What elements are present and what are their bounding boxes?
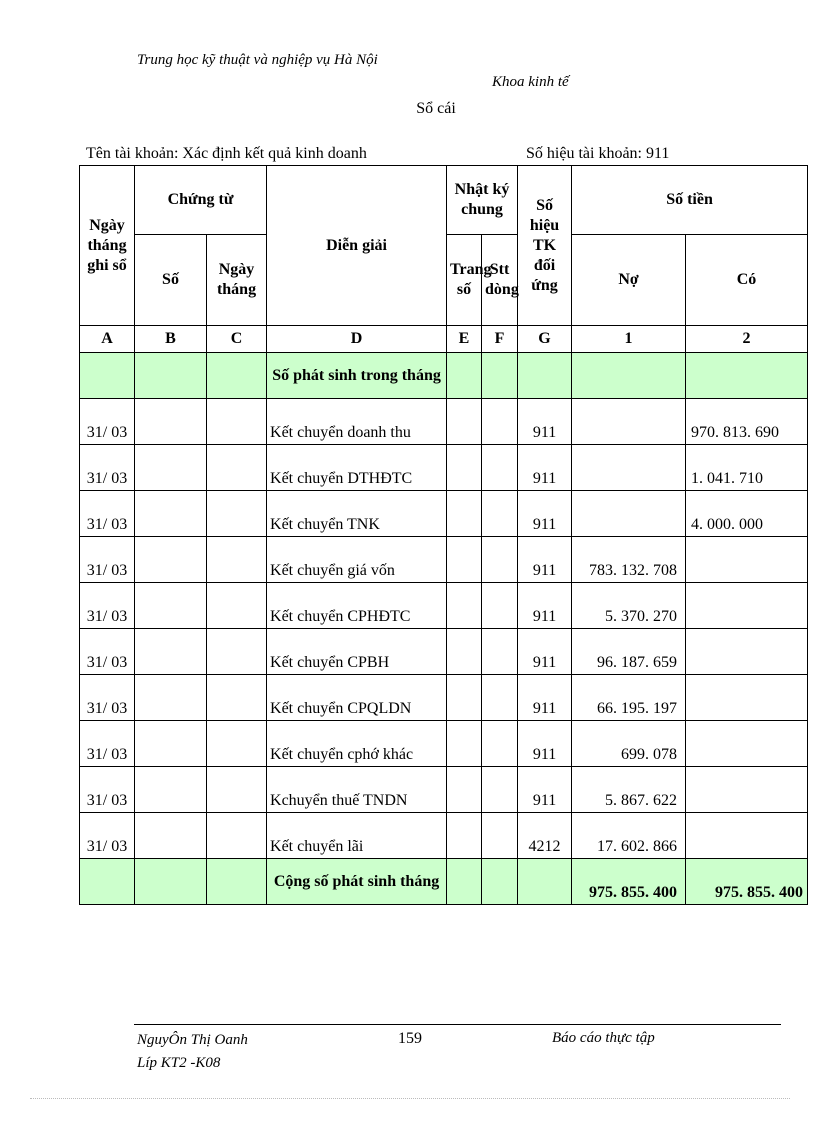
cell-debit: 5. 867. 622	[572, 767, 686, 813]
cell-credit	[686, 629, 808, 675]
cell-description: Kchuyển thuế TNDN	[267, 767, 447, 813]
table-row	[80, 491, 808, 537]
cell-voucher-date	[207, 767, 267, 813]
cell-page	[447, 583, 482, 629]
cell-credit	[686, 675, 808, 721]
table-row	[80, 445, 808, 491]
table-row	[80, 629, 808, 675]
cell-description: Kết chuyển lãi	[267, 813, 447, 859]
table-row	[80, 583, 808, 629]
col-header-voucher: Chứng từ	[135, 166, 267, 235]
cell-description: Kết chuyển CPQLDN	[267, 675, 447, 721]
col-header-general-journal: Nhật ký chung	[447, 166, 518, 235]
cell-date: 31/ 03	[80, 813, 135, 859]
col-letter: C	[207, 326, 267, 353]
cell-description: Kết chuyển CPHĐTC	[267, 583, 447, 629]
cell-description: Kết chuyển doanh thu	[267, 399, 447, 445]
col-header-counter-account: Số hiệu TK đối ứng	[518, 166, 572, 326]
cell-debit: 783. 132. 708	[572, 537, 686, 583]
account-name: Tên tài khoản: Xác định kết quả kinh doanh	[86, 145, 367, 162]
cell-voucher-number	[135, 445, 207, 491]
footer-divider	[134, 1024, 781, 1025]
col-header-voucher-date: Ngày tháng	[207, 235, 267, 326]
cell-line	[482, 445, 518, 491]
cell-credit	[686, 767, 808, 813]
cell-voucher-number	[135, 537, 207, 583]
cell-date: 31/ 03	[80, 583, 135, 629]
table-row	[80, 767, 808, 813]
col-header-page: Trang số	[447, 235, 482, 326]
cell-description: Kết chuyển giá vốn	[267, 537, 447, 583]
table-row	[80, 399, 808, 445]
cell-line	[482, 675, 518, 721]
cell-voucher-date	[207, 445, 267, 491]
cell-page	[447, 721, 482, 767]
cell-date: 31/ 03	[80, 629, 135, 675]
cell-counter-account: 4212	[518, 813, 572, 859]
cell-voucher-number	[135, 491, 207, 537]
cell-page	[447, 399, 482, 445]
cell-description: Kết chuyển TNK	[267, 491, 447, 537]
cell-voucher-date	[207, 583, 267, 629]
col-letter: D	[267, 326, 447, 353]
cell-date: 31/ 03	[80, 675, 135, 721]
cell-debit: 96. 187. 659	[572, 629, 686, 675]
cell-counter-account: 911	[518, 537, 572, 583]
col-letter: B	[135, 326, 207, 353]
col-header-amount: Số tiền	[572, 166, 808, 235]
cell-line	[482, 629, 518, 675]
table-row	[80, 675, 808, 721]
total-credit: 975. 855. 400	[686, 859, 808, 905]
cell-voucher-date	[207, 813, 267, 859]
cell-date: 31/ 03	[80, 399, 135, 445]
cell-debit: 5. 370. 270	[572, 583, 686, 629]
cell-page	[447, 813, 482, 859]
school-name: Trung học kỹ thuật và nghiệp vụ Hà Nội	[137, 52, 378, 68]
cell-page	[447, 675, 482, 721]
cell-description: Kết chuyển DTHĐTC	[267, 445, 447, 491]
table-row	[80, 813, 808, 859]
cell-counter-account: 911	[518, 675, 572, 721]
cell-date: 31/ 03	[80, 445, 135, 491]
total-debit: 975. 855. 400	[572, 859, 686, 905]
cell-voucher-date	[207, 675, 267, 721]
col-header-debit: Nợ	[572, 235, 686, 326]
cell-voucher-number	[135, 721, 207, 767]
cell-counter-account: 911	[518, 721, 572, 767]
cell-voucher-date	[207, 491, 267, 537]
cell-voucher-number	[135, 767, 207, 813]
report-title: Báo cáo thực tập	[552, 1030, 655, 1046]
cell-page	[447, 629, 482, 675]
cell-voucher-number	[135, 813, 207, 859]
table-row	[80, 537, 808, 583]
cell-debit	[572, 491, 686, 537]
section-row	[80, 353, 808, 399]
cell-date: 31/ 03	[80, 721, 135, 767]
cell-credit	[686, 813, 808, 859]
col-header-credit: Có	[686, 235, 808, 326]
cell-voucher-date	[207, 721, 267, 767]
cell-credit	[686, 721, 808, 767]
author-name: NguyÔn Thị Oanh	[137, 1032, 248, 1048]
cell-credit: 1. 041. 710	[686, 445, 808, 491]
col-header-voucher-number: Số	[135, 235, 207, 326]
account-number: Số hiệu tài khoản: 911	[526, 145, 670, 162]
col-letter: E	[447, 326, 482, 353]
cell-voucher-number	[135, 629, 207, 675]
cell-line	[482, 583, 518, 629]
cell-debit: 66. 195. 197	[572, 675, 686, 721]
cell-voucher-number	[135, 583, 207, 629]
cell-credit: 4. 000. 000	[686, 491, 808, 537]
section-label: Số phát sinh trong tháng	[267, 353, 447, 399]
cell-debit	[572, 399, 686, 445]
page-bottom-divider	[30, 1098, 790, 1099]
cell-counter-account: 911	[518, 629, 572, 675]
cell-page	[447, 491, 482, 537]
table-row	[80, 721, 808, 767]
total-row	[80, 859, 808, 905]
cell-line	[482, 721, 518, 767]
col-letter: G	[518, 326, 572, 353]
col-letter: A	[80, 326, 135, 353]
cell-line	[482, 491, 518, 537]
cell-counter-account: 911	[518, 583, 572, 629]
total-label: Cộng số phát sinh tháng	[267, 859, 447, 905]
cell-page	[447, 537, 482, 583]
col-header-line: Stt dòng	[482, 235, 518, 326]
cell-counter-account: 911	[518, 767, 572, 813]
cell-credit	[686, 537, 808, 583]
cell-description: Kết chuyển CPBH	[267, 629, 447, 675]
col-letter: 2	[686, 326, 808, 353]
cell-page	[447, 767, 482, 813]
cell-line	[482, 537, 518, 583]
cell-credit: 970. 813. 690	[686, 399, 808, 445]
cell-credit	[686, 583, 808, 629]
cell-counter-account: 911	[518, 399, 572, 445]
cell-voucher-number	[135, 399, 207, 445]
cell-voucher-number	[135, 675, 207, 721]
cell-line	[482, 813, 518, 859]
department-name: Khoa kinh tế	[492, 74, 569, 90]
page-number: 159	[398, 1030, 422, 1047]
page-title: Sổ cái	[416, 100, 456, 117]
cell-date: 31/ 03	[80, 537, 135, 583]
cell-voucher-date	[207, 399, 267, 445]
col-header-description: Diễn giải	[267, 166, 447, 326]
cell-line	[482, 767, 518, 813]
class-name: Líp KT2 -K08	[137, 1055, 221, 1071]
cell-debit: 699. 078	[572, 721, 686, 767]
cell-debit	[572, 445, 686, 491]
col-header-date: Ngày tháng ghi sổ	[80, 166, 135, 326]
ledger-table	[79, 165, 808, 905]
cell-description: Kết chuyển cphớ khác	[267, 721, 447, 767]
col-letter: F	[482, 326, 518, 353]
cell-counter-account: 911	[518, 445, 572, 491]
col-letter: 1	[572, 326, 686, 353]
cell-debit: 17. 602. 866	[572, 813, 686, 859]
cell-page	[447, 445, 482, 491]
cell-date: 31/ 03	[80, 491, 135, 537]
cell-line	[482, 399, 518, 445]
cell-voucher-date	[207, 537, 267, 583]
cell-counter-account: 911	[518, 491, 572, 537]
cell-date: 31/ 03	[80, 767, 135, 813]
cell-voucher-date	[207, 629, 267, 675]
